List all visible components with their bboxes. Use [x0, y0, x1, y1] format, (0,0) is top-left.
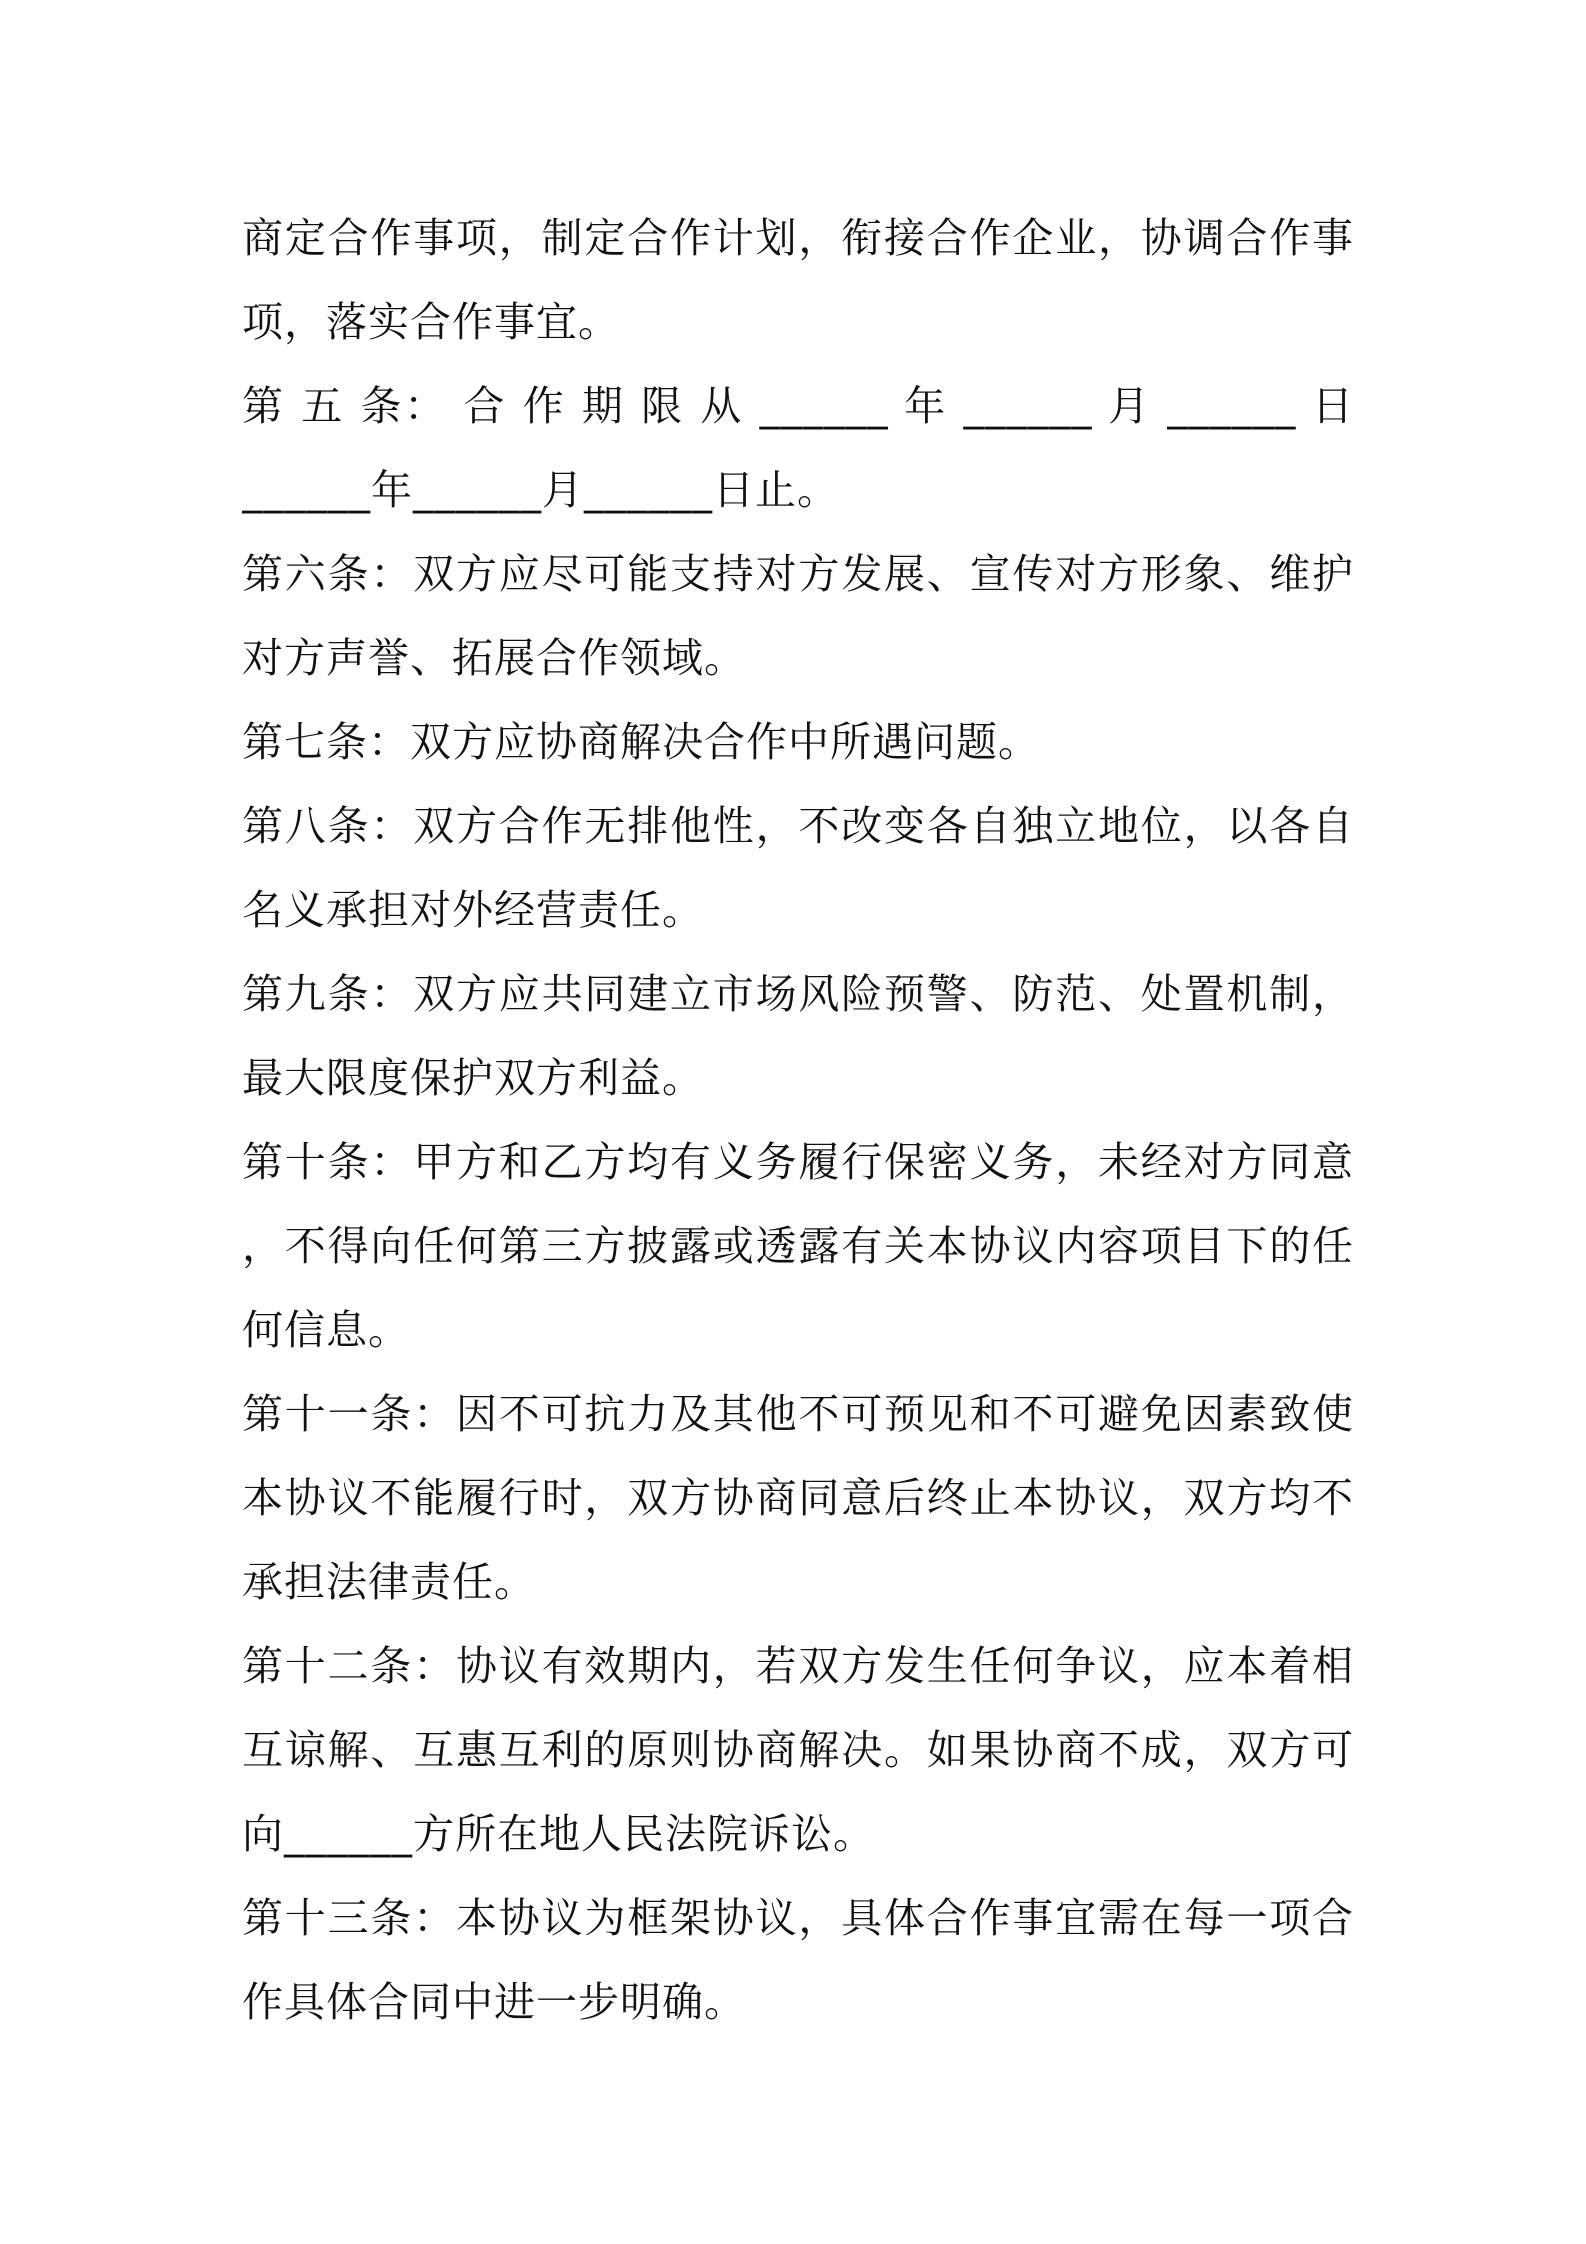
- text-line: 第九条：双方应共同建立市场风险预警、防范、处置机制，: [242, 970, 1354, 1018]
- text-line: 作具体合同中进一步明确。: [242, 1978, 746, 2026]
- text-line: 第七条：双方应协商解决合作中所遇问题。: [242, 718, 1040, 766]
- text-line: 本协议不能履行时，双方协商同意后终止本协议，双方均不: [242, 1474, 1354, 1522]
- text-line: 第八条：双方合作无排他性，不改变各自独立地位，以各自: [242, 802, 1354, 850]
- text-line: 第六条：双方应尽可能支持对方发展、宣传对方形象、维护: [242, 550, 1354, 598]
- text-line: 商定合作事项，制定合作计划，衔接合作企业，协调合作事: [242, 214, 1354, 262]
- text-line: 互谅解、互惠互利的原则协商解决。如果协商不成，双方可: [242, 1726, 1354, 1774]
- text-line: 第十三条：本协议为框架协议，具体合作事宜需在每一项合: [242, 1894, 1354, 1942]
- text-line: 第十一条：因不可抗力及其他不可预见和不可避免因素致使: [242, 1390, 1354, 1438]
- text-line: 第 五 条： 合 作 期 限 从 ______ 年 ______ 月 ______ 日: [242, 382, 1354, 430]
- text-line: ，不得向任何第三方披露或透露有关本协议内容项目下的任: [242, 1222, 1354, 1270]
- text-line: 何信息。: [242, 1306, 410, 1354]
- text-line: 项，落实合作事宜。: [242, 298, 620, 346]
- text-line: ______年______月______日止。: [242, 466, 839, 514]
- text-line: 最大限度保护双方利益。: [242, 1054, 704, 1102]
- text-line: 名义承担对外经营责任。: [242, 886, 704, 934]
- text-line: 承担法律责任。: [242, 1558, 536, 1606]
- text-line: 第十条：甲方和乙方均有义务履行保密义务，未经对方同意: [242, 1138, 1354, 1186]
- agreement-text: [242, 196, 1354, 2044]
- text-line: 向______方所在地人民法院诉讼。: [242, 1810, 875, 1858]
- text-line: 第十二条：协议有效期内，若双方发生任何争议，应本着相: [242, 1642, 1354, 1690]
- text-line: 对方声誉、拓展合作领域。: [242, 634, 746, 682]
